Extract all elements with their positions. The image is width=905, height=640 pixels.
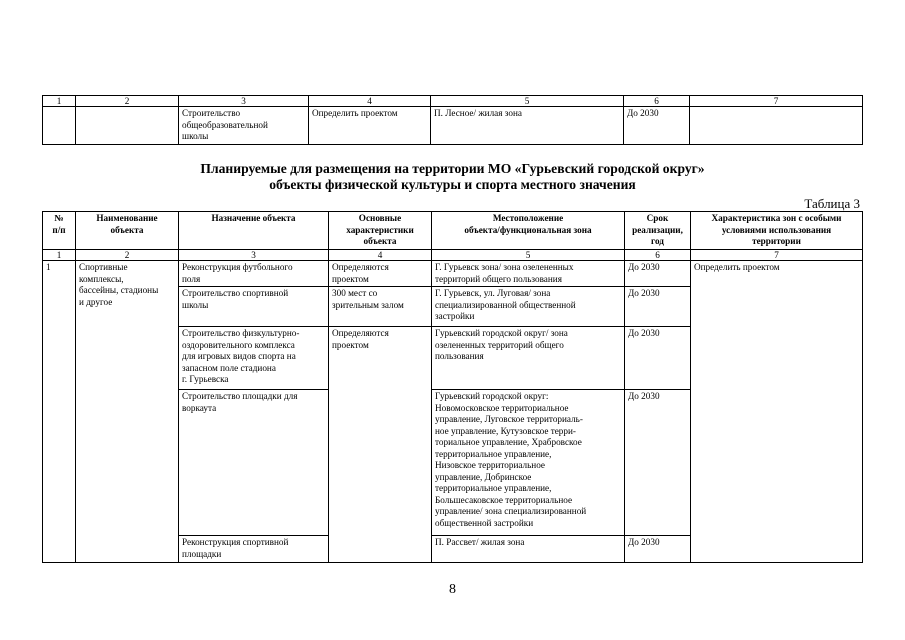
- location-text: Гурьевский городской округ/ зона озелененных территорий общего пользования: [435, 328, 568, 361]
- purpose-text: Строительство общеобразовательной школы: [182, 108, 268, 141]
- col-number: 6: [624, 96, 690, 107]
- column-number-row: [43, 250, 863, 261]
- purpose-text: Строительство спортивной школы: [182, 288, 289, 310]
- table-cell: [179, 107, 309, 145]
- header-cell: [76, 212, 179, 250]
- col-number: 4: [329, 250, 432, 261]
- table-cell: [625, 327, 691, 390]
- header-characteristics: Основные характеристики объекта: [346, 213, 414, 246]
- table-cell: [432, 390, 625, 536]
- table-cell: [179, 536, 329, 563]
- term-text: До 2030: [628, 391, 660, 401]
- term-text: До 2030: [628, 537, 660, 547]
- term-text: До 2030: [628, 262, 660, 272]
- object-name: Спортивные комплексы, бассейны, стадионы и другое: [79, 262, 159, 307]
- characteristics-text: Определяются проектом: [332, 328, 389, 350]
- col-number: 1: [43, 96, 76, 107]
- row-number: 1: [46, 262, 51, 272]
- header-zone: Характеристика зон с особыми условиями использования территории: [711, 213, 842, 246]
- purpose-text: Строительство площадки для воркаута: [182, 391, 298, 413]
- header-cell: [625, 212, 691, 250]
- object-name-cell: [76, 261, 179, 563]
- header-location: Местоположение объекта/функциональная зона: [464, 213, 592, 235]
- table-cell: [625, 390, 691, 536]
- table-cell: [690, 107, 863, 145]
- term-text: До 2030: [628, 288, 660, 298]
- header-cell: [43, 212, 76, 250]
- section-title: [0, 161, 905, 193]
- location-text: Г. Гурьевск, ул. Луговая/ зона специализированной общественной застройки: [435, 288, 576, 321]
- table-cell: [432, 536, 625, 563]
- table-cell: [43, 107, 76, 145]
- col-number: 7: [691, 250, 863, 261]
- header-purpose: Назначение объекта: [211, 213, 296, 223]
- header-row: [43, 212, 863, 250]
- header-cell: [329, 212, 432, 250]
- location-text: Г. Гурьевск зона/ зона озелененных территорий общего пользования: [435, 262, 574, 284]
- zone-characteristics-cell: [691, 261, 863, 563]
- characteristics-text: Определить проектом: [312, 108, 398, 118]
- table-row: [43, 107, 863, 145]
- term-text: До 2030: [627, 108, 659, 118]
- col-number: 1: [43, 250, 76, 261]
- col-number: 7: [690, 96, 863, 107]
- table-cell: [432, 287, 625, 327]
- location-text: П. Лесное/ жилая зона: [434, 108, 522, 118]
- sports-facilities-table: [42, 211, 863, 563]
- col-number: 2: [76, 250, 179, 261]
- table-label: Таблица 3: [804, 196, 860, 211]
- zone-characteristics: Определить проектом: [694, 262, 780, 272]
- table-cell: [432, 261, 625, 287]
- table-cell: [179, 327, 329, 390]
- col-number: 2: [76, 96, 179, 107]
- title-line: объекты физической культуры и спорта местного значения: [269, 177, 636, 192]
- location-text: П. Рассвет/ жилая зона: [435, 537, 525, 547]
- col-number: 6: [625, 250, 691, 261]
- purpose-text: Реконструкция футбольного поля: [182, 262, 293, 284]
- header-name: Наименование объекта: [96, 213, 158, 235]
- table-cell: [625, 287, 691, 327]
- column-number-row: [43, 96, 863, 107]
- location-text: Гурьевский городской округ: Новомосковское территориальное управление, Луговское территориаль- ное управление, Кутузовское терри- ториальное управление, Храбровское территориальное управление, Низовское территориальное управление, Добринское территориальное управление, Большесаковское территориальное управление/ зона специализированной общественной застройки: [435, 391, 587, 528]
- table-cell: [625, 536, 691, 563]
- header-cell: [691, 212, 863, 250]
- page-number: 8: [449, 582, 456, 597]
- header-cell: [432, 212, 625, 250]
- term-text: До 2030: [628, 328, 660, 338]
- table-cell: [625, 261, 691, 287]
- title-line: Планируемые для размещения на территории МО «Гурьевский городской округ»: [200, 161, 705, 176]
- table-cell: [329, 327, 432, 563]
- header-number: № п/п: [52, 213, 66, 235]
- table-cell: [179, 287, 329, 327]
- header-term: Срок реализации, год: [632, 213, 683, 246]
- col-number: 5: [432, 250, 625, 261]
- table-cell: [432, 327, 625, 390]
- table-row: [43, 261, 863, 287]
- col-number: 3: [179, 96, 309, 107]
- purpose-text: Строительство физкультурно- оздоровительного комплекса для игровых видов спорта на запасном поле стадиона г. Гурьевска: [182, 328, 300, 384]
- row-number-cell: [43, 261, 76, 563]
- col-number: 3: [179, 250, 329, 261]
- characteristics-text: 300 мест со зрительным залом: [332, 288, 404, 310]
- table-cell: [329, 261, 432, 287]
- table-cell: [329, 287, 432, 327]
- table-cell: [309, 107, 431, 145]
- col-number: 4: [309, 96, 431, 107]
- continuation-table: [42, 95, 863, 145]
- table-cell: [76, 107, 179, 145]
- purpose-text: Реконструкция спортивной площадки: [182, 537, 289, 559]
- col-number: 5: [431, 96, 624, 107]
- characteristics-text: Определяются проектом: [332, 262, 389, 284]
- table-cell: [431, 107, 624, 145]
- header-cell: [179, 212, 329, 250]
- table-cell: [624, 107, 690, 145]
- table-cell: [179, 390, 329, 536]
- table-cell: [179, 261, 329, 287]
